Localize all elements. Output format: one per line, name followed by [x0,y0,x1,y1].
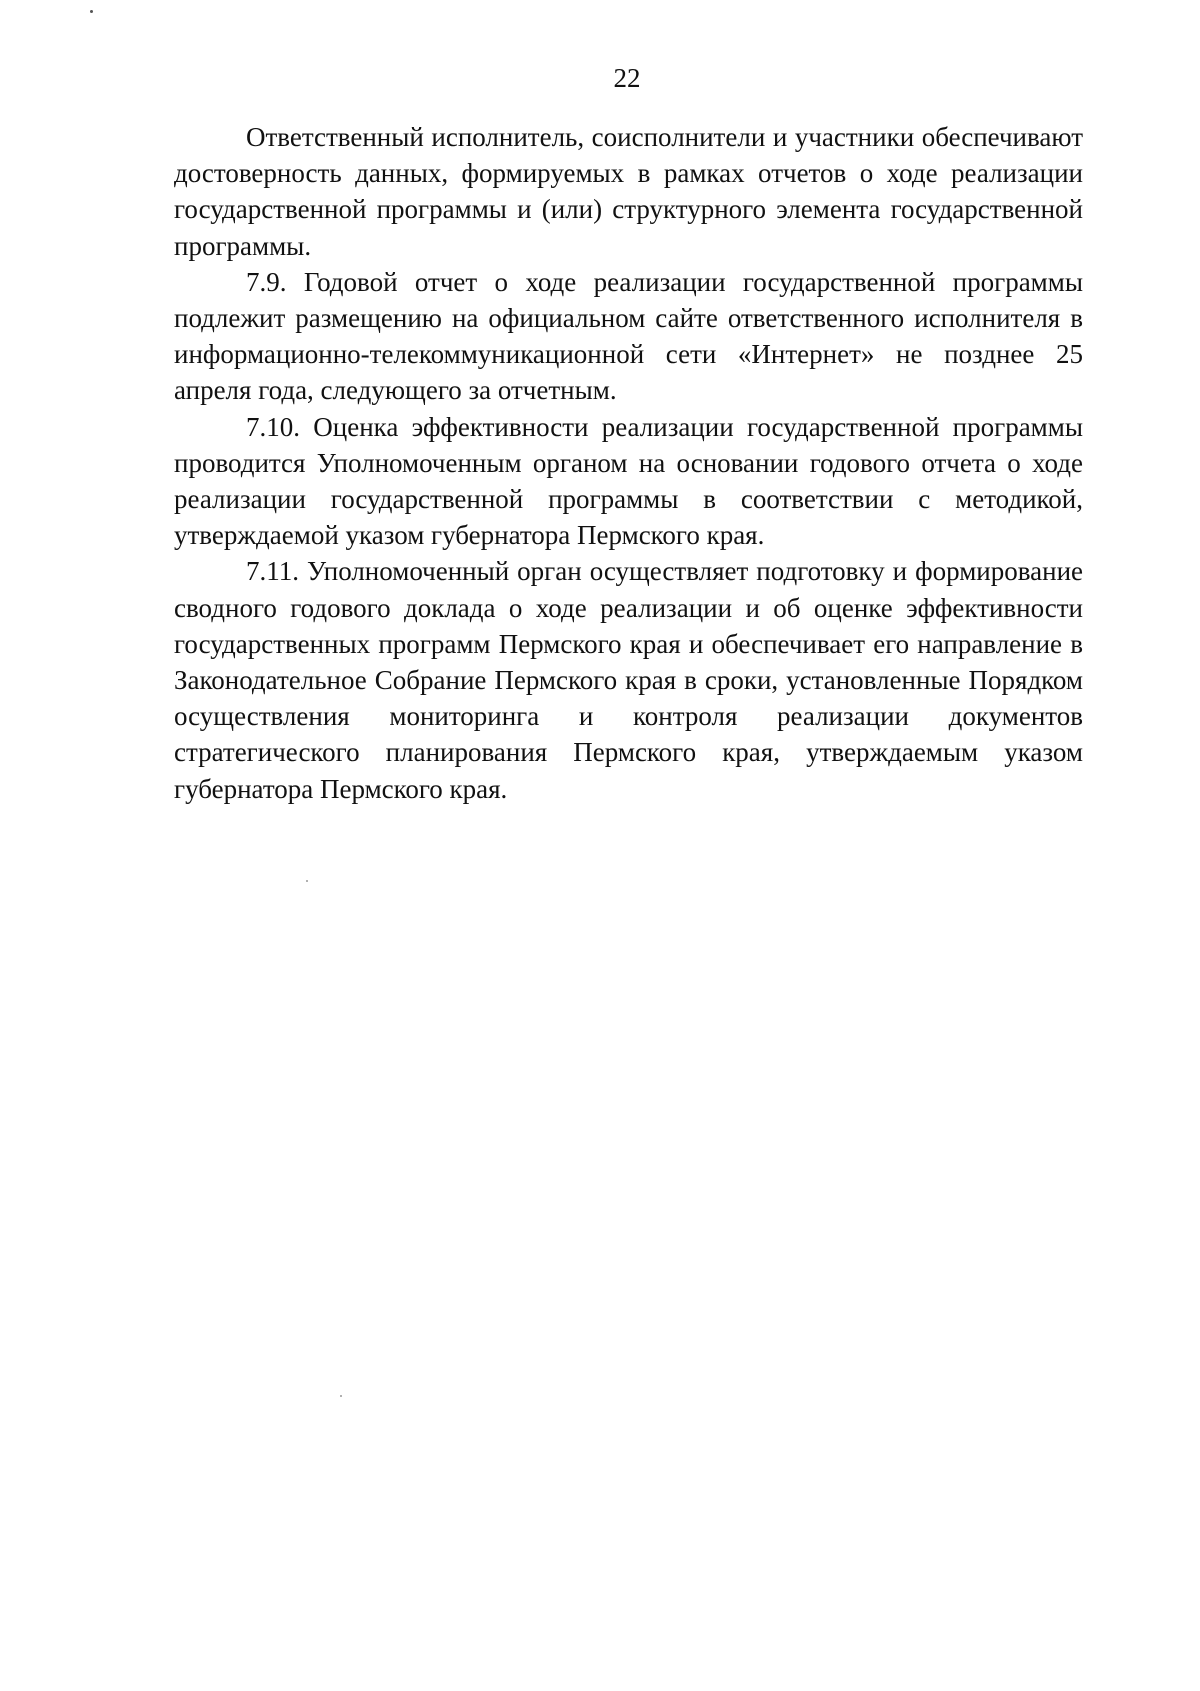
scan-speck [340,1395,342,1397]
paragraph-7-9: 7.9. Годовой отчет о ходе реализации государственной программы подлежит размещению на официальном сайте ответственного исполнителя в информационно-телекоммуникационной сети «Интернет» не позднее 25 апреля года, следующего за отчетным. [174,266,1083,406]
scan-speck [90,10,93,13]
paragraph-reliability: Ответственный исполнитель, соисполнители и участники обеспечивают достоверность данных, формируемых в рамках отчетов о ходе реализации государственной программы и (или) структурного элемента государственной программы. [174,122,1083,261]
page-number: 22 [613,63,641,93]
paragraph-7-10: 7.10. Оценка эффективности реализации государственной программы проводится Уполномоченным органом на основании годового отчета о ходе реализации государственной программы в соответствии с методикой, утверждаемой указом губернатора Пермского края. [174,411,1083,551]
paragraph-7-11: 7.11. Уполномоченный орган осуществляет подготовку и формирование сводного годового доклада о ходе реализации и об оценке эффективности государственных программ Пермского края и обеспечивает его направление в Законодательное Собрание Пермского края в сроки, установленные Порядком осуществления мониторинга и контроля реализации документов стратегического планирования Пермского края, утверждаемым указом губернатора Пермского края. [174,556,1083,804]
scan-speck [306,880,308,882]
document-body [174,119,1083,807]
